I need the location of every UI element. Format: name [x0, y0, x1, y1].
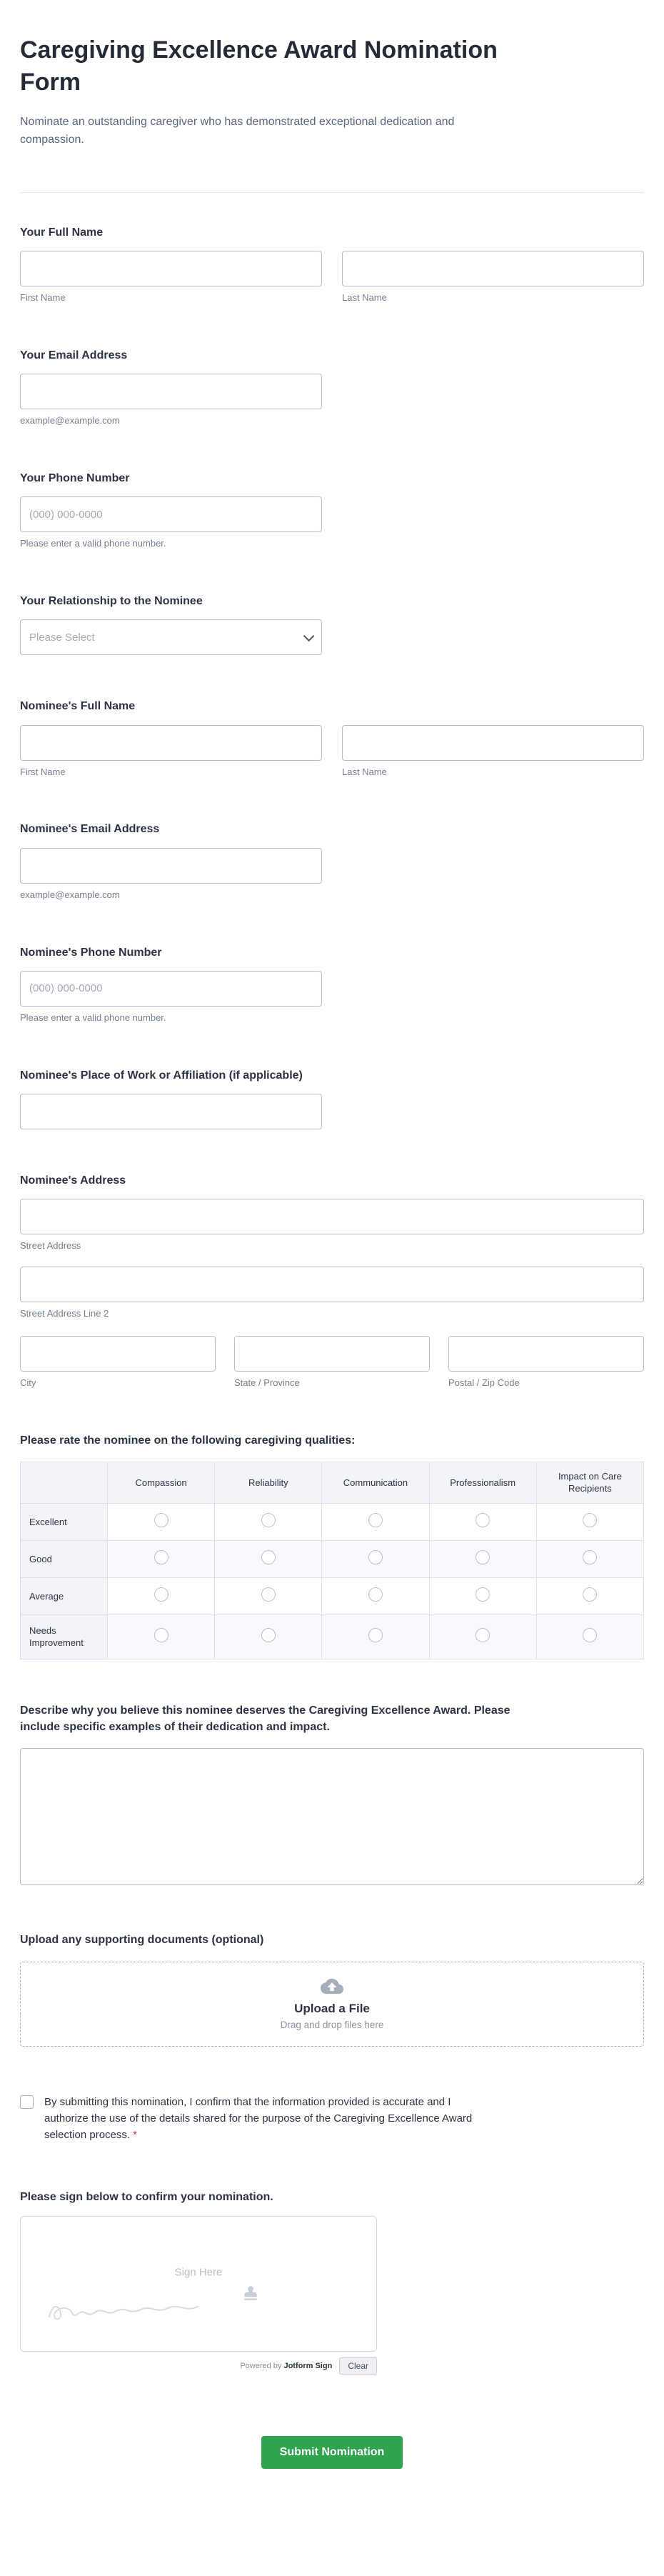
matrix-col-professionalism: Professionalism: [429, 1462, 536, 1503]
nominee-full-name-label: Nominee's Full Name: [20, 700, 136, 713]
matrix-col-reliability: Reliability: [215, 1462, 322, 1503]
state-sublabel: State / Province: [234, 1377, 300, 1388]
street-address-line2-sublabel: Street Address Line 2: [20, 1307, 109, 1319]
matrix-radio[interactable]: [261, 1628, 276, 1642]
signature-footer: [20, 2357, 377, 2375]
matrix-radio[interactable]: [154, 1587, 168, 1602]
workplace-label: Nominee's Place of Work or Affiliation (if applicable): [20, 1069, 303, 1082]
matrix-radio[interactable]: [476, 1550, 490, 1564]
your-email-label: Your Email Address: [20, 349, 128, 362]
nominee-full-name-field: [20, 698, 644, 778]
nominee-first-name-sublabel: First Name: [20, 766, 66, 777]
matrix-radio[interactable]: [476, 1587, 490, 1602]
zip-sublabel: Postal / Zip Code: [448, 1377, 520, 1388]
matrix-row-label: Excellent: [21, 1503, 108, 1540]
your-full-name-field: [20, 224, 644, 304]
your-first-name-input[interactable]: [20, 251, 322, 286]
matrix-radio[interactable]: [583, 1587, 597, 1602]
required-asterisk: *: [133, 2129, 137, 2142]
page-subtitle: Nominate an outstanding caregiver who has demonstrated exceptional dedication and compassion.: [20, 115, 455, 146]
matrix-row-label: Good: [21, 1540, 108, 1577]
state-input[interactable]: [234, 1336, 430, 1372]
nominee-phone-input[interactable]: [20, 971, 322, 1007]
matrix-col-compassion: Compassion: [108, 1462, 215, 1503]
matrix-row-label: Needs Improvement: [21, 1614, 108, 1659]
matrix-radio[interactable]: [583, 1513, 597, 1527]
relationship-field: [20, 593, 644, 655]
essay-textarea[interactable]: [20, 1748, 644, 1885]
matrix-row-needs-improvement: [21, 1614, 644, 1659]
essay-field: [20, 1702, 644, 1889]
nominee-phone-field: [20, 944, 644, 1024]
relationship-select[interactable]: [20, 619, 322, 655]
consent-text: By submitting this nomination, I confirm that the information provided is accurate and I authorize the use of the details shared for the purpose of the Caregiving Excellence Award selection process. *: [44, 2095, 473, 2142]
sign-here-placeholder: Sign Here: [174, 2266, 223, 2279]
cloud-upload-icon: [321, 1977, 343, 1996]
workplace-field: [20, 1067, 644, 1129]
nominee-phone-sublabel: Please enter a valid phone number.: [20, 1012, 166, 1023]
matrix-row-good: [21, 1540, 644, 1577]
your-email-sublabel: example@example.com: [20, 415, 120, 426]
consent-checkbox[interactable]: [20, 2095, 34, 2109]
matrix-radio[interactable]: [154, 1550, 168, 1564]
nominee-email-input[interactable]: [20, 848, 322, 884]
submit-row: [20, 2436, 644, 2469]
street-address-line2-input[interactable]: [20, 1267, 644, 1302]
matrix-radio[interactable]: [583, 1628, 597, 1642]
upload-button-text: Upload a File: [294, 2001, 370, 2015]
relationship-label: Your Relationship to the Nominee: [20, 595, 203, 608]
signature-field: [20, 2189, 644, 2374]
street-address-input[interactable]: [20, 1199, 644, 1234]
your-full-name-label: Your Full Name: [20, 226, 104, 239]
your-phone-label: Your Phone Number: [20, 472, 130, 485]
rating-matrix-label: Please rate the nominee on the following caregiving qualities:: [20, 1434, 356, 1447]
signature-label: Please sign below to confirm your nomination.: [20, 2191, 273, 2204]
signature-squiggle-icon: [45, 2295, 202, 2327]
street-address-sublabel: Street Address: [20, 1239, 81, 1251]
consent-field: [20, 2094, 644, 2144]
first-name-sublabel: First Name: [20, 292, 66, 304]
powered-by-jotform-sign: Powered by Jotform Sign: [240, 2361, 333, 2370]
matrix-radio[interactable]: [154, 1628, 168, 1642]
matrix-radio[interactable]: [583, 1550, 597, 1564]
nominee-last-name-sublabel: Last Name: [342, 766, 387, 777]
page-title: Caregiving Excellence Award Nomination Form: [20, 36, 498, 96]
matrix-radio[interactable]: [476, 1628, 490, 1642]
nominee-phone-label: Nominee's Phone Number: [20, 946, 162, 959]
your-email-input[interactable]: [20, 374, 322, 409]
workplace-input[interactable]: [20, 1094, 322, 1129]
matrix-radio[interactable]: [261, 1513, 276, 1527]
last-name-sublabel: Last Name: [342, 292, 387, 304]
rating-matrix: [20, 1462, 644, 1659]
rating-matrix-field: [20, 1432, 644, 1659]
matrix-radio[interactable]: [261, 1587, 276, 1602]
submit-button[interactable]: Submit Nomination: [261, 2436, 403, 2469]
upload-hint: Drag and drop files here: [280, 2019, 384, 2030]
matrix-radio[interactable]: [476, 1513, 490, 1527]
upload-field: [20, 1932, 644, 2046]
matrix-row-label: Average: [21, 1577, 108, 1614]
essay-label: Describe why you believe this nominee deserves the Caregiving Excellence Award. Please include specific examples of their dedication and impact.: [20, 1704, 510, 1734]
upload-label: Upload any supporting documents (optional): [20, 1934, 264, 1947]
matrix-radio[interactable]: [261, 1550, 276, 1564]
nominee-first-name-input[interactable]: [20, 725, 322, 761]
matrix-corner-cell: [21, 1462, 108, 1503]
chevron-down-icon: [303, 630, 315, 641]
matrix-row-excellent: [21, 1503, 644, 1540]
city-input[interactable]: [20, 1336, 216, 1372]
matrix-radio[interactable]: [154, 1513, 168, 1527]
file-upload-dropzone[interactable]: [20, 1962, 644, 2047]
matrix-col-impact: Impact on Care Recipients: [536, 1462, 643, 1503]
matrix-radio[interactable]: [368, 1513, 383, 1527]
nominee-email-label: Nominee's Email Address: [20, 823, 160, 836]
relationship-select-value: Please Select: [29, 631, 95, 644]
nominee-last-name-input[interactable]: [342, 725, 644, 761]
your-phone-field: [20, 470, 644, 550]
city-sublabel: City: [20, 1377, 36, 1388]
nominee-address-field: [20, 1172, 644, 1389]
matrix-radio[interactable]: [368, 1587, 383, 1602]
matrix-col-communication: Communication: [322, 1462, 429, 1503]
matrix-row-average: [21, 1577, 644, 1614]
your-phone-input[interactable]: [20, 496, 322, 532]
matrix-radio[interactable]: [368, 1628, 383, 1642]
nominee-address-label: Nominee's Address: [20, 1174, 126, 1187]
nominee-email-field: [20, 821, 644, 901]
matrix-radio[interactable]: [368, 1550, 383, 1564]
zip-input[interactable]: [448, 1336, 644, 1372]
signature-clear-button[interactable]: Clear: [339, 2357, 377, 2375]
your-email-field: [20, 347, 644, 427]
header-divider: [20, 192, 644, 193]
stamp-icon: [241, 2284, 260, 2302]
nominee-email-sublabel: example@example.com: [20, 889, 120, 900]
signature-pad[interactable]: [20, 2216, 377, 2352]
your-last-name-input[interactable]: [342, 251, 644, 286]
your-phone-sublabel: Please enter a valid phone number.: [20, 538, 166, 549]
